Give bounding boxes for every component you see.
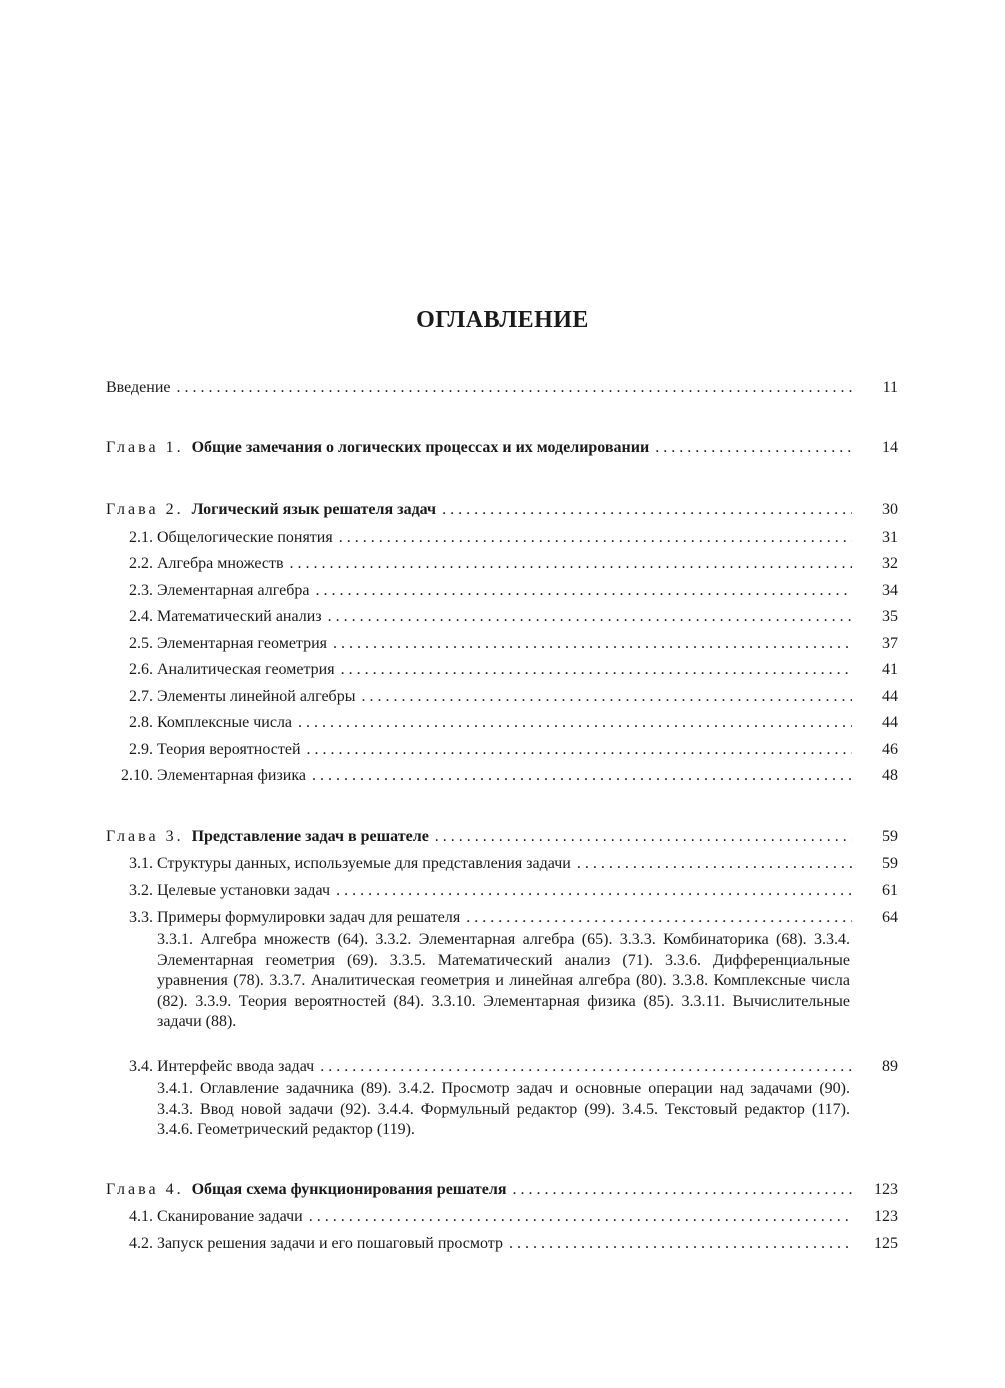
subsection-list: 3.3.1. Алгебра множеств (64). 3.3.2. Элементарная алгебра (65). 3.3.3. Комбинаторика (68). 3.3.4. Элементарная геометрия (69). 3.3.5. Математический анализ (71). 3.3.6. Дифференциальные уравнения (78). 3.3.7. Аналитическая геометрия и линейная алгебра (80). 3.3.8. Комплексные числа (82). 3.3.9. Теория вероятностей (84). 3.3.10. Элементарная физика (85). 3.3.11. Вычислительные задачи (88). <box>157 931 850 1030</box>
page-number: 30 <box>882 501 898 518</box>
toc-entry-section[interactable] <box>106 551 898 577</box>
page-number: 44 <box>882 687 898 705</box>
page-number: 11 <box>882 379 898 396</box>
leader-dots <box>309 1204 852 1230</box>
page-number: 59 <box>882 855 898 872</box>
leader-dots <box>577 851 852 877</box>
page-number: 14 <box>882 439 898 456</box>
leader-dots <box>466 905 852 931</box>
section-number: 3.1. <box>129 855 153 872</box>
section-title: Запуск решения задачи и его пошаговый просмотр <box>157 1235 503 1252</box>
leader-dots <box>320 1054 852 1080</box>
toc-entry-section[interactable] <box>106 710 898 736</box>
page-number: 123 <box>874 1208 898 1225</box>
leader-dots <box>312 763 852 789</box>
section-title: Структуры данных, используемые для представления задачи <box>157 855 571 872</box>
section-number: 2.6. <box>129 661 153 678</box>
leader-dots <box>177 375 853 401</box>
section-title: Элементарная физика <box>157 767 306 784</box>
leader-dots <box>328 604 852 630</box>
leader-dots <box>298 710 852 736</box>
page-number: 59 <box>882 828 898 845</box>
section-number: 3.3. <box>129 909 153 926</box>
section-number: 2.10. <box>121 767 153 784</box>
toc-entry-introduction[interactable] <box>106 375 898 401</box>
page-number: 41 <box>882 661 898 678</box>
toc-entry-chapter-3[interactable] <box>106 824 898 850</box>
leader-dots <box>341 657 852 683</box>
page-title: ОГЛАВЛЕНИЕ <box>416 307 589 333</box>
page-number: 44 <box>882 714 898 731</box>
leader-dots <box>336 878 852 904</box>
toc-entry-section[interactable] <box>106 1231 898 1257</box>
leader-dots <box>315 578 852 604</box>
leader-dots <box>435 824 852 850</box>
page-number: 34 <box>882 581 898 599</box>
leader-dots <box>512 1177 852 1203</box>
section-title: Математический анализ <box>157 608 322 625</box>
section-number: 2.4. <box>129 608 153 625</box>
toc-entry-chapter-4[interactable] <box>106 1177 898 1203</box>
toc-entry-chapter-1[interactable] <box>106 435 898 461</box>
page-number: 31 <box>882 528 898 546</box>
section-number: 2.5. <box>129 634 153 652</box>
section-title: Общелогические понятия <box>157 528 333 546</box>
section-title: Аналитическая геометрия <box>157 661 335 678</box>
chapter-title: Общие замечания о логических процессах и их моделировании <box>191 439 650 456</box>
section-number: 2.9. <box>129 740 153 758</box>
section-title: Интерфейс ввода задач <box>157 1058 315 1075</box>
page-number: 125 <box>874 1235 898 1252</box>
section-number: 2.7. <box>129 687 153 705</box>
section-title: Алгебра множеств <box>157 555 284 572</box>
section-number: 2.3. <box>129 581 153 599</box>
toc-entry-section[interactable] <box>106 737 898 763</box>
section-title: Целевые установки задач <box>157 882 331 899</box>
section-title: Элементарная геометрия <box>157 634 328 652</box>
toc-entry-section[interactable] <box>106 851 898 877</box>
toc-entry-section[interactable] <box>106 763 898 789</box>
leader-dots <box>361 684 852 710</box>
toc-entry-section[interactable] <box>106 1054 898 1080</box>
leader-dots <box>509 1231 852 1257</box>
section-number: 3.4. <box>129 1058 153 1075</box>
page-number: 46 <box>882 740 898 758</box>
toc-entry-section[interactable] <box>106 604 898 630</box>
section-title: Элементарная алгебра <box>157 581 310 599</box>
section-number: 4.1. <box>129 1208 153 1225</box>
section-title: Сканирование задачи <box>157 1208 303 1225</box>
entry-title: Введение <box>106 379 171 396</box>
toc-entry-section[interactable] <box>106 878 898 904</box>
chapter-title: Общая схема функционирования решателя <box>191 1181 507 1198</box>
toc-entry-section[interactable] <box>106 525 898 551</box>
section-number: 3.2. <box>129 882 153 899</box>
toc-entry-chapter-2[interactable] <box>106 497 898 523</box>
page-number: 89 <box>882 1058 898 1075</box>
leader-dots <box>339 525 852 551</box>
leader-dots <box>655 435 852 461</box>
chapter-prefix: Глава 3. <box>106 828 184 845</box>
toc-entry-section[interactable] <box>106 684 898 710</box>
page-number: 123 <box>874 1181 898 1198</box>
chapter-title: Представление задач в решателе <box>191 828 429 845</box>
toc-entry-section[interactable] <box>106 578 898 604</box>
leader-dots <box>290 551 852 577</box>
page-number: 48 <box>882 767 898 784</box>
section-number: 2.2. <box>129 555 153 572</box>
page-number: 35 <box>882 608 898 625</box>
subsection-list: 3.4.1. Оглавление задачника (89). 3.4.2. Просмотр задач и основные операции над задачами (90). 3.4.3. Ввод новой задачи (92). 3.4.4. Формульный редактор (99). 3.4.5. Текстовый редактор (117). 3.4.6. Геометрический редактор (119). <box>157 1080 850 1138</box>
toc-entry-section[interactable] <box>106 1204 898 1230</box>
chapter-title: Логический язык решателя задач <box>191 501 437 518</box>
section-title: Примеры формулировки задач для решателя <box>157 909 461 926</box>
section-title: Теория вероятностей <box>157 740 301 758</box>
chapter-prefix: Глава 2. <box>106 501 184 518</box>
section-number: 4.2. <box>129 1235 153 1252</box>
toc-entry-section[interactable] <box>106 631 898 657</box>
chapter-prefix: Глава 4. <box>106 1181 184 1198</box>
page-number: 32 <box>882 555 898 572</box>
section-number: 2.1. <box>129 528 153 546</box>
section-title: Элементы линейной алгебры <box>157 687 356 705</box>
page-number: 61 <box>882 882 898 899</box>
chapter-prefix: Глава 1. <box>106 439 184 456</box>
toc-entry-section[interactable] <box>106 905 898 931</box>
leader-dots <box>442 497 852 523</box>
section-title: Комплексные числа <box>157 714 293 731</box>
leader-dots <box>307 737 852 763</box>
page-number: 37 <box>882 634 898 652</box>
leader-dots <box>333 631 852 657</box>
page-number: 64 <box>882 909 898 926</box>
toc-entry-section[interactable] <box>106 657 898 683</box>
section-number: 2.8. <box>129 714 153 731</box>
